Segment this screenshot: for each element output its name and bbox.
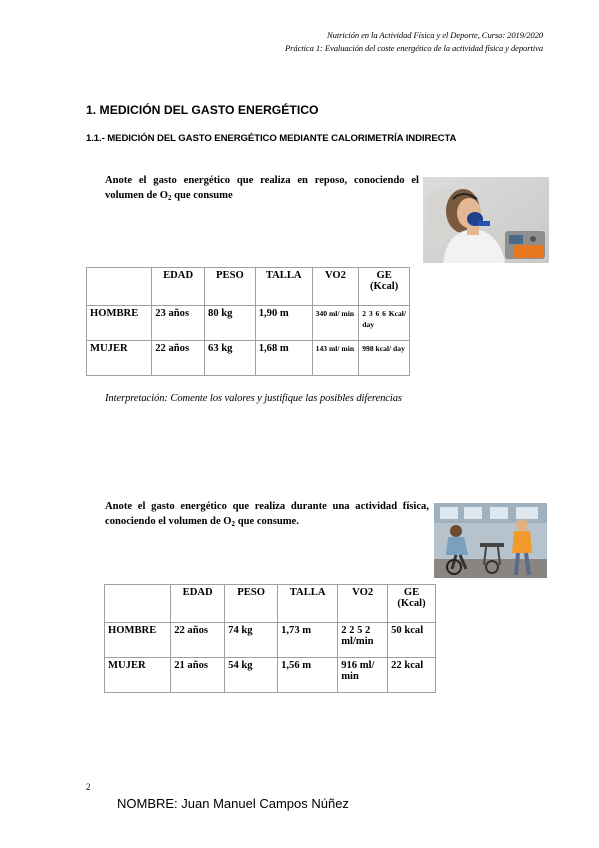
table-header-age: EDAD [171, 585, 225, 623]
cell-ge: 998 kcal/ day [359, 341, 410, 376]
running-header-practice: Práctica 1: Evaluación del coste energético de la actividad física y deportiva [285, 43, 543, 53]
cell-vo2: 2 2 5 2 ml/min [338, 623, 388, 658]
table-row [87, 306, 410, 341]
table-row [87, 341, 410, 376]
cell-weight: 63 kg [205, 341, 256, 376]
table-header-vo2: VO2 [312, 268, 359, 306]
row-label: HOMBRE [105, 623, 171, 658]
row-label: MUJER [87, 341, 152, 376]
running-header-course: Nutrición en la Actividad Física y el Deporte, Curso: 2019/2020 [327, 30, 543, 40]
section-title: 1. MEDICIÓN DEL GASTO ENERGÉTICO [86, 103, 319, 117]
cell-age: 21 años [171, 658, 225, 693]
gym-exercise-photo [434, 503, 547, 578]
instruction-activity-subscript: 2 [231, 519, 236, 528]
instruction-activity [105, 500, 429, 531]
cell-height: 1,90 m [255, 306, 312, 341]
table-header-vo2: VO2 [338, 585, 388, 623]
cell-height: 1,56 m [278, 658, 338, 693]
instruction-rest [105, 174, 419, 205]
cell-height: 1,68 m [255, 341, 312, 376]
table-header-age: EDAD [152, 268, 205, 306]
table-header-empty [87, 268, 152, 306]
cell-age: 22 años [152, 341, 205, 376]
table-header-row [87, 268, 410, 306]
student-name-footer: NOMBRE: Juan Manuel Campos Núñez [117, 796, 349, 811]
cell-age: 22 años [171, 623, 225, 658]
cell-ge: 50 kcal [388, 623, 436, 658]
cell-age: 23 años [152, 306, 205, 341]
table-header-height: TALLA [278, 585, 338, 623]
rest-measurement-table [86, 267, 410, 376]
cell-height: 1,73 m [278, 623, 338, 658]
table-header-weight: PESO [205, 268, 256, 306]
cell-vo2: 916 ml/ min [338, 658, 388, 693]
instruction-activity-tail: que consume. [235, 515, 299, 527]
cell-vo2: 340 ml/ min [312, 306, 359, 341]
cell-weight: 74 kg [225, 623, 278, 658]
cell-ge: 22 kcal [388, 658, 436, 693]
activity-measurement-table [104, 584, 436, 693]
cell-weight: 54 kg [225, 658, 278, 693]
indirect-calorimetry-photo [423, 177, 549, 263]
table-header-empty [105, 585, 171, 623]
table-header-ge: GE (Kcal) [359, 268, 410, 306]
row-label: HOMBRE [87, 306, 152, 341]
table-header-ge: GE (Kcal) [388, 585, 436, 623]
instruction-rest-text: Anote el gasto energético que realiza en reposo, conociendo el volumen de O [105, 175, 419, 201]
table-header-weight: PESO [225, 585, 278, 623]
table-header-height: TALLA [255, 268, 312, 306]
instruction-rest-tail: que consume [171, 189, 233, 201]
instruction-rest-subscript: 2 [167, 193, 172, 202]
table-row [105, 623, 436, 658]
table-row [105, 658, 436, 693]
instruction-activity-text: Anote el gasto energético que realiza durante una actividad física, conociendo el volumen de O [105, 501, 429, 527]
interpretation-prompt: Interpretación: Comente los valores y justifique las posibles diferencias [105, 393, 402, 404]
cell-vo2: 143 ml/ min [312, 341, 359, 376]
row-label: MUJER [105, 658, 171, 693]
table-header-row [105, 585, 436, 623]
cell-weight: 80 kg [205, 306, 256, 341]
page-number: 2 [86, 782, 91, 792]
subsection-title: 1.1.- MEDICIÓN DEL GASTO ENERGÉTICO MEDIANTE CALORIMETRÍA INDIRECTA [86, 133, 457, 144]
cell-ge: 2 3 6 6 Kcal/ day [359, 306, 410, 341]
